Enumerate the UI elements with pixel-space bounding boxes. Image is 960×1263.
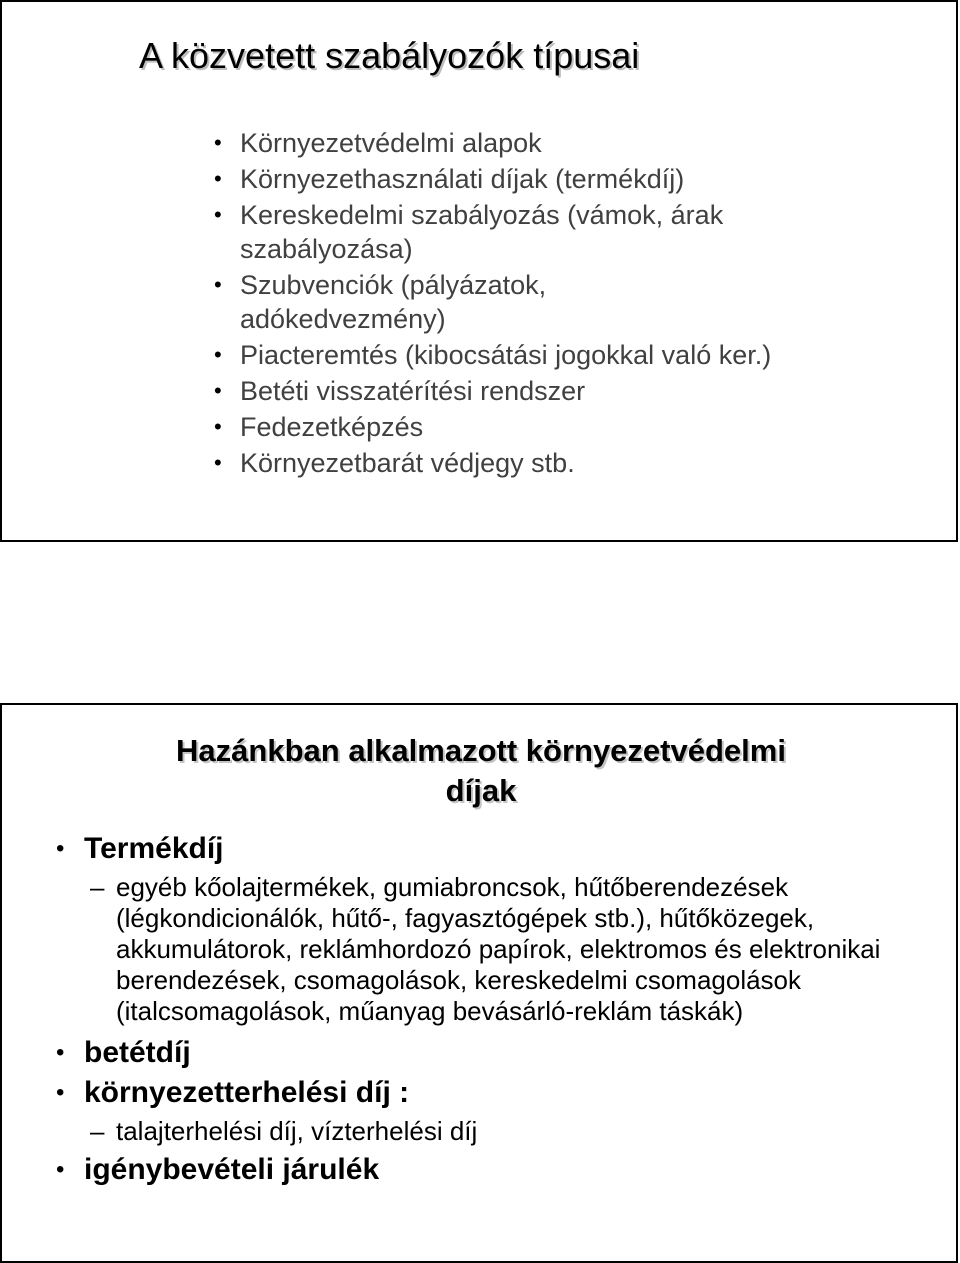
dash-icon: – [90, 872, 105, 902]
slide-2-title [2, 731, 960, 811]
list-item-text: Szubvenciók (pályázatok, adókedvezmény) [240, 270, 547, 334]
bullet-icon: • [214, 166, 222, 191]
list-item-termekdij [2, 829, 952, 869]
list-item [2, 410, 902, 444]
bullet-icon: • [214, 378, 222, 403]
bullet-icon: • [214, 130, 222, 155]
list-item-text: Környezethasználati díjak (termékdíj) [240, 164, 685, 194]
list-item [2, 162, 902, 196]
list-item-text: Fedezetképzés [240, 412, 424, 442]
slide-1-bullet-list [2, 126, 902, 482]
list-item-text: Környezetbarát védjegy stb. [240, 448, 575, 478]
bullet-icon: • [56, 1079, 65, 1106]
list-item-text: Környezetvédelmi alapok [240, 128, 542, 158]
slide-2-title-line-1: Hazánkban alkalmazott környezetvédelmi [176, 733, 786, 768]
list-item [2, 446, 902, 480]
bullet-icon: • [214, 342, 222, 367]
bullet-icon: • [56, 1039, 65, 1066]
list-item [2, 338, 810, 372]
sub-item-termekdij [2, 872, 906, 1027]
list-item-betetdij [2, 1033, 952, 1073]
slide-2-bullet-list [2, 829, 952, 1190]
list-item [2, 126, 902, 160]
bullet-icon: • [56, 835, 65, 862]
slide-1-title: A közvetett szabályozók típusai [139, 35, 640, 76]
dash-icon: – [90, 1116, 105, 1146]
slide-1 [0, 0, 958, 542]
sub-item-text: talajterhelési díj, vízterhelési díj [116, 1116, 478, 1146]
bullet-icon: • [214, 202, 222, 227]
sub-item-text: egyéb kőolajtermékek, gumiabroncsok, hűtőberendezések (légkondicionálók, hűtő-, fagyasztógépek stb.), hűtőközegek, akkumulátorok, reklámhordozó papírok, elektromos és elektronikai berendezések, csomagolások, kereskedelmi csomagolások (italcsomagolások, műanyag bevásárló-reklám táskák) [116, 872, 881, 1026]
list-item [2, 268, 630, 336]
bullet-icon: • [214, 272, 222, 297]
slide-2-title-line-2: díjak [445, 773, 517, 808]
list-item-text: Betéti visszatérítési rendszer [240, 376, 586, 406]
sub-item-kornyezetterhelesi-dij [2, 1116, 906, 1147]
list-item-text: környezetterhelési díj : [84, 1076, 410, 1109]
list-item-text: igénybevételi járulék [84, 1153, 380, 1186]
slide-2 [0, 703, 958, 1263]
list-item-text: Kereskedelmi szabályozás (vámok, árak szabályozása) [240, 200, 724, 264]
list-item-kornyezetterhelesi-dij [2, 1073, 952, 1113]
bullet-icon: • [56, 1156, 65, 1183]
bullet-icon: • [214, 414, 222, 439]
bullet-icon: • [214, 450, 222, 475]
list-item [2, 374, 902, 408]
list-item-text: betétdíj [84, 1036, 191, 1069]
list-item-text: Piacteremtés (kibocsátási jogokkal való ker.) [240, 340, 772, 370]
list-item-text: Termékdíj [84, 832, 224, 865]
list-item-igenybeveteli-jarulek [2, 1150, 952, 1190]
list-item [2, 198, 830, 266]
